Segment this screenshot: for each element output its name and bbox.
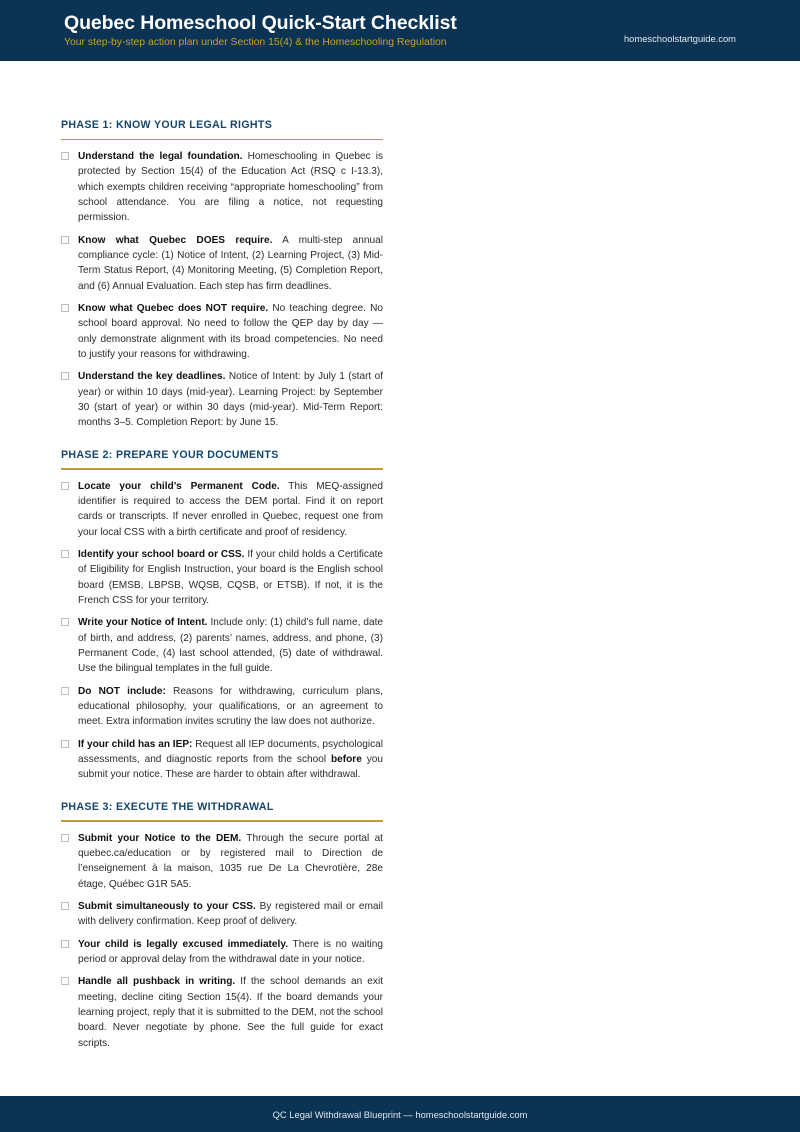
footer-text: QC Legal Withdrawal Blueprint — homeschoolstartguide.com (272, 1108, 528, 1120)
checklist-item-body: There is no waiting period or approval delay from the withdrawal date in your notice. (78, 938, 383, 966)
page-subtitle: Your step-by-step action plan under Section 15(4) & the Homeschooling Regulation (64, 36, 447, 48)
checklist-item-body: If your child holds a Certificate of Eligibility for English Instruction, your board is the English school board (EMSB, LBPSB, WQSB, CQSB, or ETSB). If not, it is the French CSS for your territory. (78, 549, 383, 607)
checkbox-icon[interactable] (61, 740, 69, 748)
checklist-item-lead: Your child is legally excused immediately. (78, 938, 289, 950)
checklist-item-lead: Understand the legal foundation. (78, 151, 243, 163)
checklist-item-lead: Submit your Notice to the DEM. (78, 832, 242, 844)
checklist-item-body: No teaching degree. No school board approval. No need to follow the QEP day by day — only demonstrate alignment with its broad competencies. No need to justify your reasons for withdrawing. (78, 303, 384, 361)
checkbox-icon[interactable] (61, 372, 69, 380)
checklist-item-body: Homeschooling in Quebec is protected by Section 15(4) of the Education Act (RSQ c I-13.3), which exempts children receiving “appropriate homeschooling” from school attendance. You are filing a notice, not requesting permission. (78, 151, 384, 224)
phase-heading: PHASE 1: KNOW YOUR LEGAL RIGHTS (61, 119, 273, 131)
checkbox-icon[interactable] (61, 977, 69, 985)
checklist-item-body: This MEQ-assigned identifier is required to access the DEM portal. Find it on report cards or transcripts. If never enrolled in Quebec, request one from your local CSS with a birth certificate and proof of residency. (78, 480, 383, 538)
checklist-item[interactable] (61, 547, 383, 608)
checklist-item-lead: Know what Quebec DOES require. (78, 234, 273, 246)
header-titles (0, 12, 457, 50)
phase-divider (61, 820, 383, 821)
checklist-item[interactable] (61, 831, 383, 892)
page-footer (0, 1096, 800, 1132)
page-title: Quebec Homeschool Quick-Start Checklist (64, 11, 457, 34)
checkbox-icon[interactable] (61, 940, 69, 948)
checkbox-icon[interactable] (61, 550, 69, 558)
checklist-item[interactable] (61, 369, 383, 430)
checkbox-icon[interactable] (61, 236, 69, 244)
checklist-item-body: By registered mail or email with delivery confirmation. Keep proof of delivery. (78, 901, 383, 928)
phase-divider (61, 139, 383, 140)
checklist-item[interactable] (61, 737, 383, 783)
header-site-url: homeschoolstartguide.com (623, 32, 736, 44)
checklist-item[interactable] (61, 974, 383, 1051)
checklist-item-lead: Submit simultaneously to your CSS. (78, 901, 256, 913)
phase-divider (61, 468, 383, 469)
checklist-item-body: Notice of Intent: by July 1 (start of year) or within 10 days (mid-year). Learning Project: by September 30 (start of year) or within 30 days (mid-year). Mid-Term Report: months 3–5. Completion Report: by June 15. (78, 371, 384, 429)
checklist-item-body: Request all IEP documents, psychological assessments, and diagnostic reports from the school before you submit your notice. These are harder to obtain after withdrawal. (78, 738, 384, 781)
checklist-item[interactable] (61, 479, 383, 540)
checklist-item[interactable] (61, 615, 383, 676)
page-header (0, 0, 800, 61)
checklist-item-body: Include only: (1) child’s full name, date of birth, and address, (2) parents’ names, address, and phone, (3) Permanent Code, (4) last school attended, (5) date of withdrawal. Use the bilingual templates in the full guide. (78, 617, 383, 675)
checklist-item[interactable] (61, 684, 383, 730)
checklist-item-lead: Know what Quebec does NOT require. (78, 303, 269, 315)
checklist-item-lead: Handle all pushback in writing. (78, 976, 236, 988)
checklist-item-lead: Do NOT include: (78, 685, 166, 697)
checkbox-icon[interactable] (61, 304, 69, 312)
phase-heading: PHASE 3: EXECUTE THE WITHDRAWAL (61, 800, 274, 813)
checklist-item[interactable] (61, 149, 383, 226)
checklist-item[interactable] (61, 301, 383, 362)
checklist-item-lead: Locate your child’s Permanent Code. (78, 480, 280, 492)
checklist-item-body: If the school demands an exit meeting, decline citing Section 15(4). If the board demands your learning project, reply that it is submitted to the DEM, not the school board. Never negotiate by phone. See the full guide for exact scripts. (78, 976, 383, 1049)
checklist-item-body: A multi-step annual compliance cycle: (1) Notice of Intent, (2) Learning Project, (3) Mid-Term Status Report, (4) Monitoring Meeting, (5) Completion Report, and (6) Annual Evaluation. Each step has firm deadlines. (78, 234, 383, 292)
checklist-item-lead: Understand the key deadlines. (78, 371, 226, 383)
checklist-item-body: Reasons for withdrawing, curriculum plans, educational philosophy, your qualifications, or an agreement to meet. Extra information invites scrutiny the law does not authorize. (78, 685, 383, 728)
checkbox-icon[interactable] (61, 482, 69, 490)
checkbox-icon[interactable] (61, 902, 69, 910)
checkbox-icon[interactable] (61, 618, 69, 626)
checkbox-icon[interactable] (61, 687, 69, 695)
checklist-item-lead: Write your Notice of Intent. (78, 617, 208, 629)
checkbox-icon[interactable] (61, 152, 69, 160)
checklist-item[interactable] (61, 937, 383, 968)
checklist-item-lead: Identify your school board or CSS. (78, 549, 245, 561)
checklist-item-body: Through the secure portal at quebec.ca/education or by registered mail to Direction de l’enseignement à la maison, 1035 rue De La Chevrotière, 28e étage, Québec G1R 5A5. (78, 832, 383, 890)
checkbox-icon[interactable] (61, 834, 69, 842)
phase-heading: PHASE 2: PREPARE YOUR DOCUMENTS (61, 448, 279, 461)
checklist-columns (61, 119, 741, 1074)
checklist-item[interactable] (61, 233, 383, 294)
checklist-item-lead: If your child has an IEP: (78, 738, 193, 750)
checklist-item[interactable] (61, 899, 383, 930)
